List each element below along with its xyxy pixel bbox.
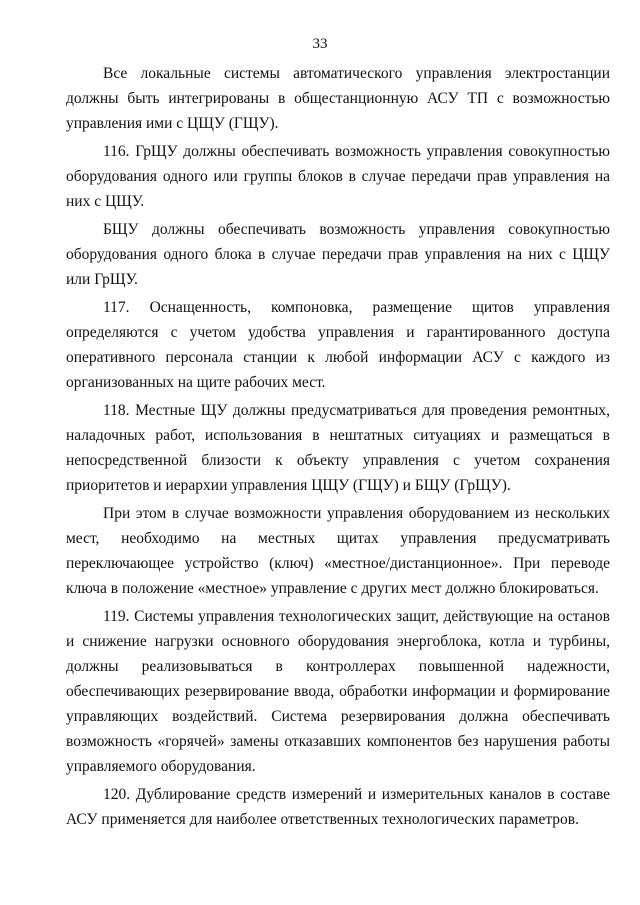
paragraph-117: 117. Оснащенность, компоновка, размещение щитов управления определяются с учетом удобства управления и гарантированного доступа оперативного персонала станции к любой информации АСУ с каждого из организованных на щите рабочих мест. [66,299,610,391]
paragraph-local-systems: Все локальные системы автоматического управления электростанции должны быть интегрированы в общестанционную АСУ ТП с возможностью управления ими с ЦЩУ (ГЩУ). [66,65,610,132]
paragraph-switch: При этом в случае возможности управления оборудованием из нескольких мест, необходимо на местных щитах управления предусматривать переключающее устройство (ключ) «местное/дистанционное». При переводе ключа в положение «местное» управление с других мест должно блокироваться. [66,505,610,597]
paragraph-bshu: БЩУ должны обеспечивать возможность управления совокупностью оборудования одного блока в случае передачи прав управления на них с ЦЩУ или ГрЩУ. [66,221,610,288]
paragraph-120: 120. Дублирование средств измерений и измерительных каналов в составе АСУ применяется для наиболее ответственных технологических параметров. [66,786,610,828]
paragraph-119: 119. Системы управления технологических защит, действующие на останов и снижение нагрузки основного оборудования энергоблока, котла и турбины, должны реализовываться в контроллерах повышенной надежности, обеспечивающих резервирование ввода, обработки информации и формирование управляющих воздействий. Система резервирования должна обеспечивать возможность «горячей» замены отказавших компонентов без нарушения работы управляемого оборудования. [66,608,610,775]
paragraph-116: 116. ГрЩУ должны обеспечивать возможность управления совокупностью оборудования одного или группы блоков в случае передачи прав управления на них с ЦЩУ. [66,143,610,210]
page-body [66,61,610,835]
page-number: 33 [312,36,328,52]
paragraph-118: 118. Местные ЩУ должны предусматриваться для проведения ремонтных, наладочных работ, использования в нештатных ситуациях и размещаться в непосредственной близости к объекту управления с учетом сохранения приоритетов и иерархии управления ЦЩУ (ГЩУ) и БЩУ (ГрЩУ). [66,402,610,494]
